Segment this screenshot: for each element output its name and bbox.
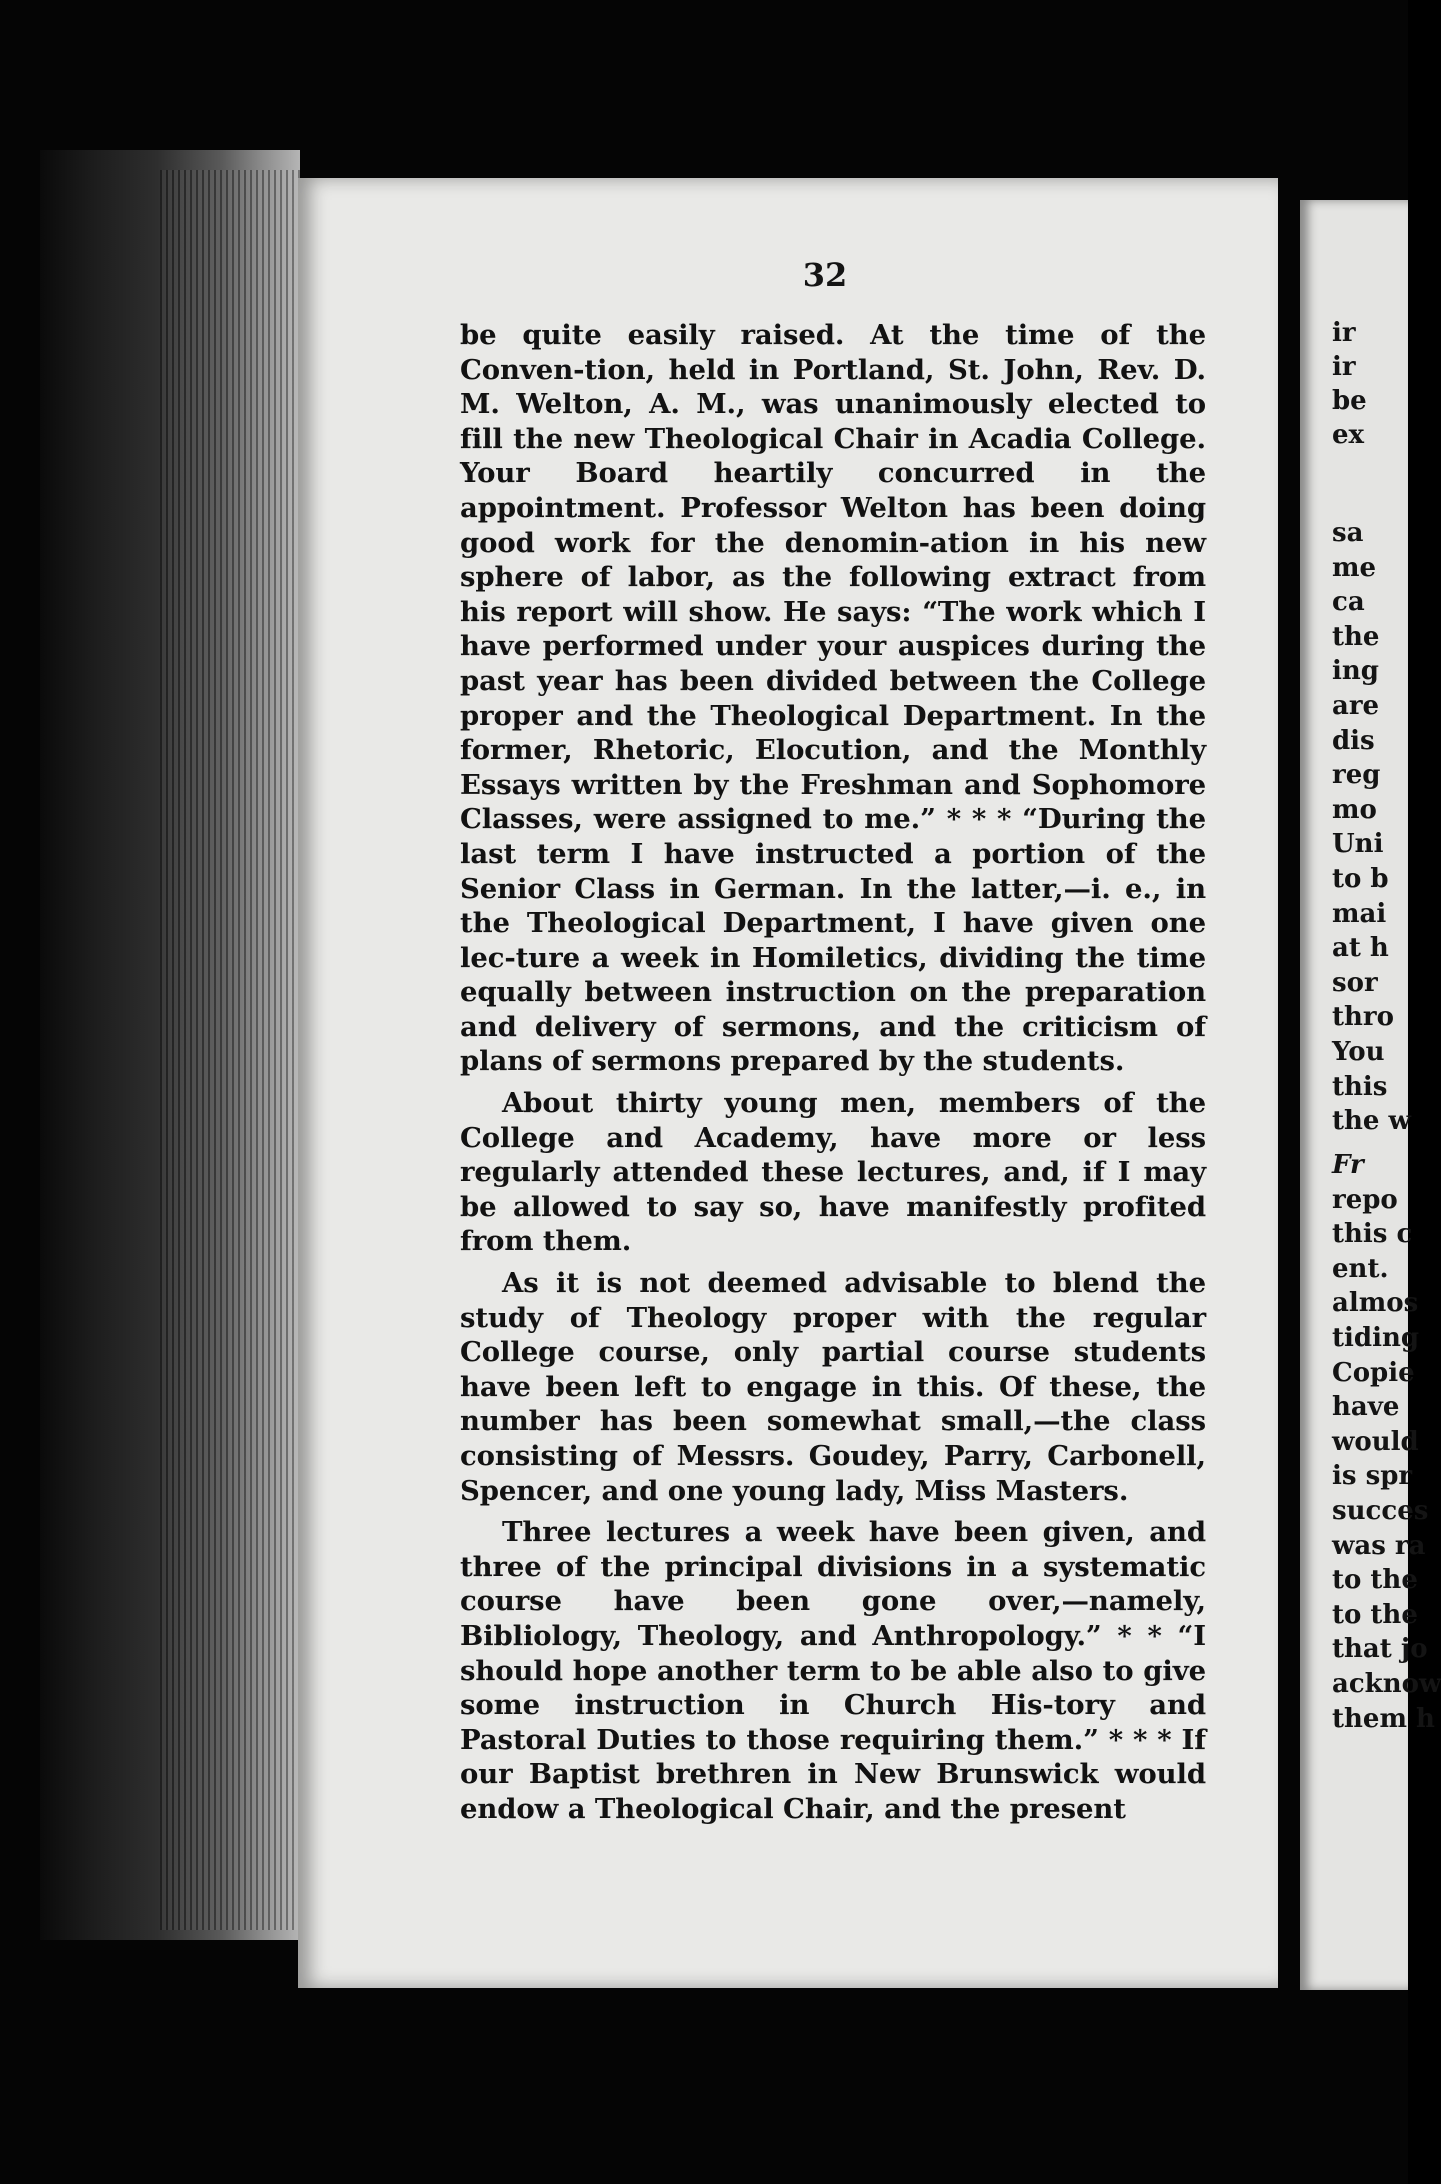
adjacent-page-fragment: ir (1332, 352, 1356, 382)
adjacent-page-fragment: sor (1332, 967, 1378, 998)
adjacent-page-fragment: acknow (1332, 1669, 1441, 1699)
adjacent-page-fragment: me (1332, 552, 1377, 583)
paragraph: be quite easily raised. At the time of the Conven-tion, held in Portland, St. John, Rev. D. M. Welton, A. M., was unanimously elected to fill the new Theological Chair in Acadia College. Your Board heartily concurred in the appointment. Professor Welton has been doing good work for the denomin-ation in his new sphere of labor, as the following extract from his report will show. He says: “The work which I have performed under your auspices during the past year has been divided between the College proper and the Theological Department. In the former, Rhetoric, Elocution, and the Monthly Essays written by the Freshman and Sophomore Classes, were assigned to me.” * * * “During the last term I have instructed a portion of the Senior Class in German. In the latter,—i. e., in the Theological Department, I have given one lec-ture a week in Homiletics, dividing the time equally between instruction on the preparation and delivery of sermons, and the criticism of plans of sermons prepared by the students. (460, 319, 1206, 1078)
adjacent-page-fragment: this c (1332, 1219, 1413, 1250)
adjacent-page-fragment: Uni (1332, 829, 1384, 860)
adjacent-page-fragment: dis (1332, 725, 1375, 756)
adjacent-page-fragment: have (1332, 1392, 1400, 1423)
adjacent-page-fragment: mai (1332, 898, 1387, 929)
adjacent-page-fragment: thro (1332, 1002, 1394, 1033)
adjacent-page-fragment: almos (1332, 1288, 1419, 1319)
adjacent-page-fragment: to the (1332, 1565, 1418, 1596)
adjacent-page-fragment: ent. (1332, 1253, 1389, 1284)
adjacent-page-fragment: ing (1332, 656, 1379, 687)
adjacent-page-fragment: was ra (1332, 1530, 1426, 1561)
adjacent-page-fragment: Copie (1332, 1357, 1415, 1388)
adjacent-page-fragment: are (1332, 691, 1380, 721)
adjacent-page-fragment: succes (1332, 1496, 1429, 1526)
paragraph: About thirty young men, members of the College and Academy, have more or less regularly attended these lectures, and, if I may be allowed to say so, have manifestly profited from them. (460, 1087, 1206, 1258)
adjacent-page-fragment: to b (1332, 864, 1389, 894)
adjacent-page-fragment: the w (1332, 1106, 1411, 1137)
adjacent-page-fragment: mo (1332, 794, 1377, 825)
adjacent-page-fragment: that jo (1332, 1634, 1428, 1665)
adjacent-page-fragment: reg (1332, 760, 1381, 791)
adjacent-page-fragment: this (1332, 1071, 1388, 1102)
adjacent-page-fragment: tiding (1332, 1323, 1420, 1353)
adjacent-page-fragment: ex (1332, 420, 1365, 450)
adjacent-page-fragment: Fr (1332, 1150, 1364, 1180)
adjacent-page (1300, 200, 1441, 1990)
adjacent-page-fragment: the (1332, 621, 1380, 652)
adjacent-page-fragment: them h (1332, 1703, 1435, 1734)
paragraph: Three lectures a week have been given, and three of the principal divisions in a systematic course have been gone over,—namely, Bibliology, Theology, and Anthropology.” * * “I should hope another term to be able also to give some instruction in Church His-tory and Pastoral Duties to those requiring them.” * * * If our Baptist brethren in New Brunswick would endow a Theological Chair, and the present (460, 1516, 1206, 1825)
page-body (460, 318, 1206, 1834)
book-page (298, 178, 1278, 1988)
adjacent-page-fragment: repo (1332, 1184, 1398, 1215)
adjacent-page-fragment: ca (1332, 587, 1365, 618)
adjacent-page-fragment: be (1332, 386, 1367, 416)
adjacent-page-fragment: sa (1332, 518, 1364, 548)
adjacent-page-fragment: to the (1332, 1599, 1418, 1630)
adjacent-page-fragment: at h (1332, 933, 1389, 964)
page-number: 32 (802, 256, 848, 294)
adjacent-page-fragment: You (1332, 1037, 1385, 1067)
adjacent-page-fragment: is spr (1332, 1461, 1413, 1492)
paragraph: As it is not deemed advisable to blend the study of Theology proper with the regular College course, only partial course students have been left to engage in this. Of these, the number has been somewhat small,—the class consisting of Messrs. Goudey, Parry, Carbonell, Spencer, and one young lady, Miss Masters. (460, 1267, 1206, 1507)
page-edges (160, 170, 300, 1930)
adjacent-page-fragment: ir (1332, 318, 1356, 348)
adjacent-page-fragment: would (1332, 1426, 1419, 1457)
